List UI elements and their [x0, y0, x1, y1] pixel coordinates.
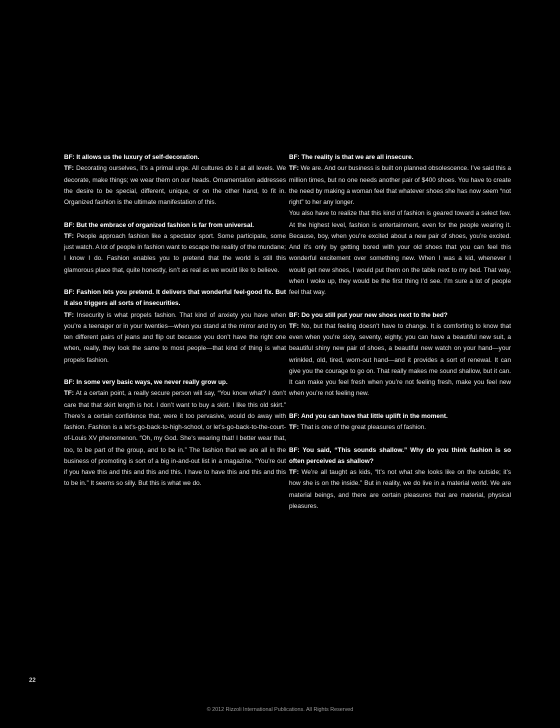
- interview-exchange: [289, 310, 511, 400]
- answer-text: People approach fashion like a spectator sport. Some participate, some just watch. A lot of people in fashion want to escape the reality of the mundane; I know I do. Fashion enables you to pretend that the world is still this glamorous place that, quite honestly, isn’t as real as we would like to believe.: [64, 232, 286, 274]
- speaker-label: TF:: [289, 165, 299, 173]
- interview-question: BF: But the embrace of organized fashion is far from universal.: [64, 221, 254, 229]
- interview-question: BF: You said, “This sounds shallow.” Why do you think fashion is so often perceived as shallow?: [289, 446, 511, 465]
- answer-text: No, but that feeling doesn’t have to change. It is comforting to know that even when you’re sixty, seventy, eighty, you can have a beautiful new suit, a beautiful shiny new pair of shoes, a beautiful new watch on your hand—your wrinkled, old, tired, worn-out hand—and it provides a sort of renewal. It can give you the courage to go on. That really makes me sound shallow, but it can. It can make you feel fresh when you’re not feeling fresh, make you feel new when you’re not feeling new.: [289, 322, 511, 398]
- answer-text: That is one of the great pleasures of fashion.: [298, 424, 427, 431]
- interview-answer: [289, 208, 511, 298]
- speaker-label: TF:: [64, 390, 74, 398]
- interview-exchange: [289, 411, 511, 434]
- page-number: 22: [29, 678, 36, 684]
- interview-exchange: [64, 220, 286, 276]
- interview-question: BF: Do you still put your new shoes next to the bed?: [289, 311, 448, 319]
- answer-text: We are. And our business is built on planned obsolescence. I’ve said this a million times, but no one needs another pair of $400 shoes. You have to create the need by making a woman feel that whatever shoes she has now seem “not right” to her any longer.: [289, 165, 511, 206]
- interview-exchange: [289, 152, 511, 298]
- answer-text: Insecurity is what propels fashion. That kind of anxiety you have when you’re a teenager or in your twenties—when you stand at the mirror and try on ten different pairs of jeans and flip out because you don’t have the right one when, really, they look the same to most people—that kind of thing is what propels fashion.: [64, 311, 286, 364]
- speaker-label: TF:: [64, 311, 74, 319]
- speaker-label: TF:: [289, 424, 299, 431]
- interview-answer: [64, 310, 286, 366]
- speaker-label: TF:: [64, 165, 74, 173]
- interview-question: BF: Fashion lets you pretend. It delivers that wonderful feel-good fix. But it also triggers all sorts of insecurities.: [64, 289, 286, 308]
- answer-text: We’re all taught as kids, “It’s not what she looks like on the outside; it’s how she is on the inside.” But in reality, we do live in a material world. We are material beings, and there are certain pleasures that are material, physical pleasures.: [289, 469, 511, 510]
- interview-exchange: [64, 377, 286, 490]
- interview-answer: [64, 163, 286, 208]
- speaker-label: TF:: [289, 469, 299, 476]
- copyright-notice: © 2012 Rizzoli International Publications. All Rights Reserved: [206, 707, 354, 713]
- right-column: [289, 152, 511, 523]
- interview-question: BF: And you can have that little uplift in the moment.: [289, 412, 448, 420]
- interview-question: BF: It allows us the luxury of self-decoration.: [64, 154, 200, 161]
- interview-exchange: [289, 445, 511, 513]
- left-column: [64, 152, 286, 501]
- interview-answer: [289, 467, 511, 512]
- answer-text: Decorating ourselves, it’s a primal urge. All cultures do it at all levels. We decorate, make things; we wear them on our heads. Ornamentation addresses the desire to be special, different, unique, or on the other hand, to fit in. Organized fashion is the ultimate manifestation of this.: [64, 165, 286, 206]
- interview-exchange: [64, 287, 286, 366]
- interview-answer: [289, 321, 511, 400]
- interview-question: BF: In some very basic ways, we never really grow up.: [64, 379, 228, 386]
- answer-text: You also have to realize that this kind of fashion is geared toward a select few. At the highest level, fashion is entertainment, even for the people wearing it. Because, boy, when you’re excited about a new pair of shoes, you’re excited. And it’s only by getting bored with your old shoes that you can feel this wonderful excitement over something new. When I was a kid, whenever I would get new shoes, I would put them on the table next to my bed. That way, when I woke up, they would be the first thing I’d see. I’m sure a lot of people feel that way.: [289, 210, 511, 296]
- interview-answer: [289, 422, 511, 433]
- interview-answer: [64, 231, 286, 276]
- speaker-label: TF:: [64, 232, 74, 240]
- answer-text: At a certain point, a really secure person will say, “You know what? I don’t care that that skirt length is hot. I don’t want to buy a skirt. I like this old skirt.” There’s a certain confidence that, were it too pervasive, would do away with fashion. Fashion is a let’s-go-back-to-high-school, or let’s-go-back-to-the-court-of-Louis XV phenomenon. “Oh, my God. She’s wearing that! I better wear that, too, to be part of the group, and to be in.” The fashion that we are all in the business of promoting is sort of a big in-and-out list in a magazine. “You’re out if you have this and this and this and this. I have to have this and this and this to be in.” It seems so silly. But this is what we do.: [64, 390, 286, 488]
- interview-answer: [289, 163, 511, 208]
- speaker-label: TF:: [289, 322, 299, 330]
- interview-exchange: [64, 152, 286, 208]
- interview-answer: [64, 388, 286, 489]
- interview-question: BF: The reality is that we are all insecure.: [289, 154, 414, 161]
